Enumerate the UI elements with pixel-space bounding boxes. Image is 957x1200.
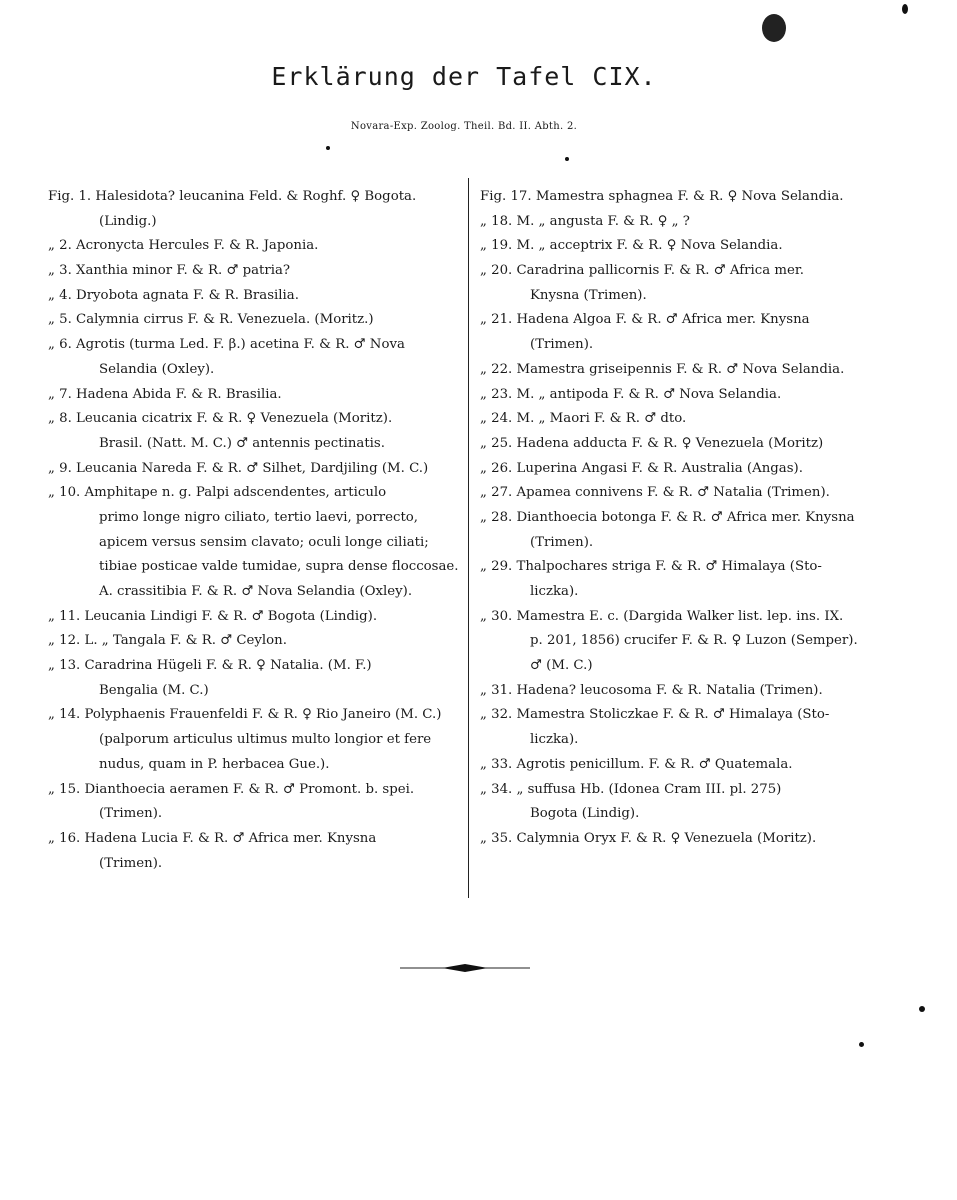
figure-entry-continuation: (Trimen). — [530, 534, 594, 550]
figure-entry-continuation: primo longe nigro ciliato, tertio laevi, porrecto, — [99, 509, 419, 525]
figure-entry: „ 10. Amphitape n. g. Palpi adscendentes, articulo — [48, 485, 387, 501]
figure-entry-continuation: liczka). — [530, 732, 579, 748]
figure-entry: „ 20. Caradrina pallicornis F. & R. ♂ Africa mer. — [480, 263, 804, 279]
figure-entry: „ 26. Luperina Angasi F. & R. Australia (Angas). — [480, 460, 803, 476]
figure-entry: „ 21. Hadena Algoa F. & R. ♂ Africa mer. Knysna — [480, 312, 810, 328]
left-column — [48, 185, 463, 876]
figure-entry-continuation: p. 201, 1856) crucifer F. & R. ♀ Luzon (Semper). — [530, 633, 858, 649]
right-column — [480, 185, 900, 852]
figure-entry: „ 16. Hadena Lucia F. & R. ♂ Africa mer. Knysna — [48, 830, 377, 846]
figure-entry: „ 32. Mamestra Stoliczkae F. & R. ♂ Himalaya (Sto- — [480, 707, 830, 723]
figure-entry: „ 27. Apamea connivens F. & R. ♂ Natalia (Trimen). — [480, 485, 830, 501]
ornament-rule — [400, 960, 530, 976]
figure-entry: „ 23. M. „ antipoda F. & R. ♂ Nova Selandia. — [480, 386, 782, 402]
figure-entry: „ 24. M. „ Maori F. & R. ♂ dto. — [480, 411, 687, 427]
figure-entry-continuation: (Trimen). — [99, 855, 163, 871]
figure-entry: „ 8. Leucania cicatrix F. & R. ♀ Venezuela (Moritz). — [48, 411, 393, 427]
figure-entry: „ 15. Dianthoecia aeramen F. & R. ♂ Promont. b. spei. — [48, 781, 415, 797]
figure-entry: Fig. 1. Halesidota? leucanina Feld. & Roghf. ♀ Bogota. — [48, 189, 417, 204]
figure-entry: „ 22. Mamestra griseipennis F. & R. ♂ Nova Selandia. — [480, 361, 845, 377]
figure-entry: Fig. 17. Mamestra sphagnea F. & R. ♀ Nova Selandia. — [480, 189, 844, 204]
figure-entry-continuation: A. crassitibia F. & R. ♂ Nova Selandia (Oxley). — [99, 584, 413, 599]
figure-entry-continuation: Bengalia (M. C.) — [99, 682, 209, 698]
publication-reference: Novara-Exp. Zoolog. Theil. Bd. II. Abth. 2. — [350, 121, 578, 132]
figure-entry: „ 31. Hadena? leucosoma F. & R. Natalia (Trimen). — [480, 682, 823, 698]
figure-entry-continuation: ♂ (M. C.) — [530, 658, 593, 674]
figure-entry-continuation: apicem versus sensim clavato; oculi longe ciliati; — [99, 534, 429, 550]
figure-entry: „ 19. M. „ acceptrix F. & R. ♀ Nova Selandia. — [480, 238, 783, 254]
figure-entry: „ 13. Caradrina Hügeli F. & R. ♀ Natalia. (M. F.) — [48, 658, 372, 674]
figure-entry-continuation: (Trimen). — [530, 337, 594, 353]
figure-entry: „ 4. Dryobota agnata F. & R. Brasilia. — [48, 287, 299, 303]
column-divider — [468, 178, 469, 898]
figure-entry: „ 25. Hadena adducta F. & R. ♀ Venezuela (Moritz) — [480, 435, 824, 451]
ink-speck — [902, 4, 908, 14]
ink-speck — [326, 146, 330, 150]
ink-speck — [762, 14, 786, 42]
figure-entry: „ 3. Xanthia minor F. & R. ♂ patria? — [48, 263, 291, 279]
ink-speck — [859, 1042, 864, 1047]
figure-entry-continuation: Bogota (Lindig). — [530, 806, 640, 822]
ink-speck — [919, 1006, 925, 1012]
figure-entry: „ 6. Agrotis (turma Led. F. β.) acetina F. & R. ♂ Nova — [48, 337, 405, 353]
figure-entry: „ 12. L. „ Tangala F. & R. ♂ Ceylon. — [48, 633, 287, 649]
figure-entry: „ 29. Thalpochares striga F. & R. ♂ Himalaya (Sto- — [480, 559, 822, 575]
figure-entry: „ 33. Agrotis penicillum. F. & R. ♂ Quatemala. — [480, 756, 793, 772]
figure-entry: „ 30. Mamestra E. c. (Dargida Walker list. lep. ins. IX. — [480, 608, 844, 624]
figure-entry-continuation: (Lindig.) — [99, 213, 157, 229]
figure-entry: „ 11. Leucania Lindigi F. & R. ♂ Bogota (Lindig). — [48, 608, 378, 624]
figure-entry-continuation: liczka). — [530, 584, 579, 599]
figure-entry-continuation: Selandia (Oxley). — [99, 361, 215, 377]
figure-entry-continuation: (palporum articulus ultimus multo longior et fere — [99, 732, 432, 748]
figure-entry-continuation: tibiae posticae valde tumidae, supra dense floccosae. — [99, 559, 459, 575]
figure-entry: „ 7. Hadena Abida F. & R. Brasilia. — [48, 386, 282, 402]
figure-entry: „ 2. Acronycta Hercules F. & R. Japonia. — [48, 238, 319, 254]
figure-entry-continuation: Knysna (Trimen). — [530, 287, 647, 303]
figure-entry: „ 5. Calymnia cirrus F. & R. Venezuela. (Moritz.) — [48, 312, 374, 328]
figure-entry: „ 34. „ suffusa Hb. (Idonea Cram III. pl. 275) — [480, 781, 782, 797]
figure-entry: „ 9. Leucania Nareda F. & R. ♂ Silhet, Dardjiling (M. C.) — [48, 460, 429, 476]
figure-entry-continuation: nudus, quam in P. herbacea Gue.). — [99, 756, 330, 772]
figure-entry-continuation: (Trimen). — [99, 806, 163, 822]
figure-entry: „ 14. Polyphaenis Frauenfeldi F. & R. ♀ Rio Janeiro (M. C.) — [48, 707, 442, 723]
figure-entry-continuation: Brasil. (Natt. M. C.) ♂ antennis pectinatis. — [99, 435, 385, 451]
figure-entry: „ 18. M. „ angusta F. & R. ♀ „ ? — [480, 213, 690, 229]
figure-entry: „ 35. Calymnia Oryx F. & R. ♀ Venezuela (Moritz). — [480, 830, 817, 846]
ink-speck — [565, 157, 569, 161]
page-title: Erklärung der Tafel CIX. — [271, 62, 657, 91]
figure-entry: „ 28. Dianthoecia botonga F. & R. ♂ Africa mer. Knysna — [480, 509, 855, 525]
